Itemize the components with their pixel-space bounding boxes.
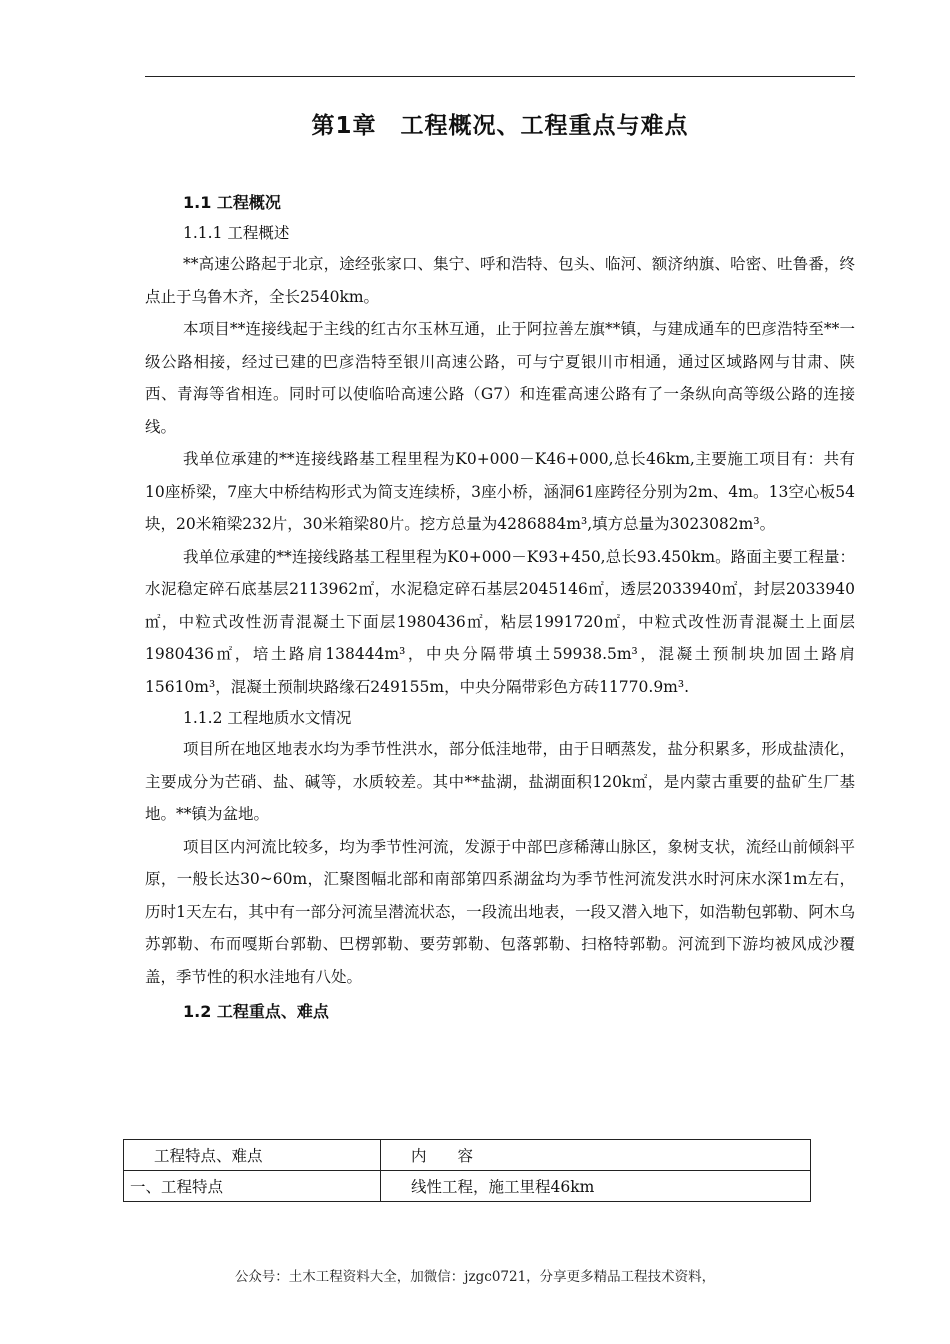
paragraph-route-overview: **高速公路起于北京，途经张家口、集宁、呼和浩特、包头、临河、额济纳旗、哈密、吐鲁番，终点止于乌鲁木齐，全长2540km。 [145,255,855,306]
table-cell: 线性工程，施工里程46km [381,1171,811,1202]
document-body [145,188,855,1027]
section-heading-1-1: 1.1 工程概况 [183,193,281,212]
key-points-table [123,1139,811,1202]
subsection-heading-1-1-2: 1.1.2 工程地质水文情况 [183,709,352,727]
table-header-cell: 内 容 [381,1140,811,1171]
paragraph-rivers: 项目区内河流比较多，均为季节性河流，发源于中部巴彦稀薄山脉区，象树支状，流经山前倾斜平原，一般长达30~60m，汇聚图幅北部和南部第四系湖盆均为季节性河流发洪水时河床水深1m左右，历时1天左右，其中有一部分河流呈潜流状态，一段流出地表，一段又潜入地下，如浩勒包郭勒、阿木乌苏郭勒、布而嘎斯台郭勒、巴楞郭勒、要劳郭勒、包落郭勒、扫格特郭勒。河流到下游均被风成沙覆盖，季节性的积水洼地有八处。 [145,837,855,986]
paragraph-project-link: 本项目**连接线起于主线的红古尔玉林互通，止于阿拉善左旗**镇，与建成通车的巴彦浩特至**一级公路相接，经过已建的巴彦浩特至银川高速公路，可与宁夏银川市相通，通过区域路网与甘肃、陕西、青海等省相连。同时可以使临哈高速公路（G7）和连霍高速公路有了一条纵向高等级公路的连接线。 [145,320,855,436]
page-footer: 公众号：土木工程资料大全，加微信：jzgc0721，分享更多精品工程技术资料， [234,1269,716,1285]
table-row [124,1171,811,1202]
table-header-cell: 工程特点、难点 [124,1140,381,1171]
table-header-row [124,1140,811,1171]
chapter-title: 第1章 工程概况、工程重点与难点 [311,113,689,139]
header-rule [145,76,855,77]
paragraph-surface-water: 项目所在地区地表水均为季节性洪水，部分低洼地带，由于日晒蒸发，盐分积累多，形成盐渍化，主要成分为芒硝、盐、碱等，水质较差。其中**盐湖，盐湖面积120k㎡，是内蒙古重要的盐矿生厂基地。**镇为盆地。 [145,740,855,823]
subsection-heading-1-1-1: 1.1.1 工程概述 [183,224,290,242]
section-heading-1-2: 1.2 工程重点、难点 [183,1002,329,1021]
paragraph-subgrade-scope: 我单位承建的**连接线路基工程里程为K0+000－K46+000,总长46km,主要施工项目有：共有10座桥梁，7座大中桥结构形式为简支连续桥，3座小桥，涵洞61座跨径分别为2m、4m。13空心板54块，20米箱梁232片，30米箱梁80片。挖方总量为4286884m³,填方总量为3023082m³。 [145,450,855,533]
table-cell: 一、工程特点 [124,1171,381,1202]
paragraph-pavement-quantities: 我单位承建的**连接线路基工程里程为K0+000－K93+450,总长93.450km。路面主要工程量：水泥稳定碎石底基层2113962㎡，水泥稳定碎石基层2045146㎡，透层2033940㎡，封层2033940㎡，中粒式改性沥青混凝土下面层1980436㎡，粘层1991720㎡，中粒式改性沥青混凝土上面层1980436㎡，培土路肩138444m³，中央分隔带填土59938.5m³，混凝土预制块加固土路肩15610m³，混凝土预制块路缘石249155m，中央分隔带彩色方砖11770.9m³. [145,547,855,696]
